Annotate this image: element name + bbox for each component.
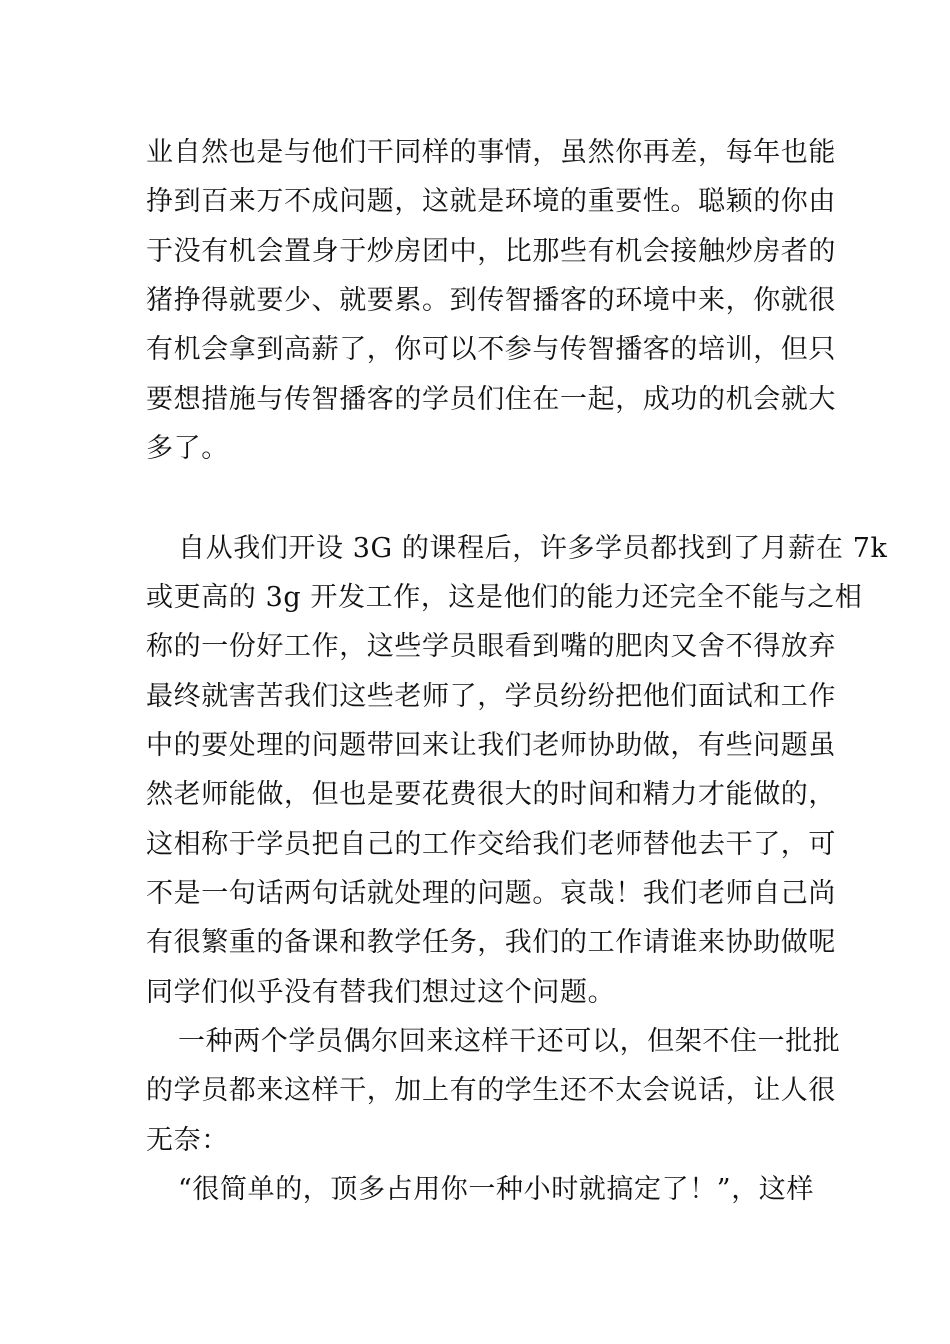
- text-line: 业自然也是与他们干同样的事情，虽然你再差，每年也能: [146, 137, 836, 168]
- text-line: 中的要处理的问题带回来让我们老师协助做，有些问题虽: [146, 730, 836, 761]
- paragraph-first-line: 自从我们开设 3G 的课程后，许多学员都找到了月薪在 7k: [178, 533, 888, 564]
- text-line: 有很繁重的备课和教学任务，我们的工作请谁来协助做呢: [146, 927, 836, 958]
- text-line: 这相称于学员把自己的工作交给我们老师替他去干了，可: [146, 829, 836, 860]
- text-line: 于没有机会置身于炒房团中，比那些有机会接触炒房者的: [146, 236, 836, 267]
- text-line: 多了。: [146, 433, 229, 464]
- text-line: 有机会拿到高薪了，你可以不参与传智播客的培训，但只: [146, 334, 836, 365]
- text-line: 挣到百来万不成问题，这就是环境的重要性。聪颖的你由: [146, 186, 836, 217]
- paragraph-first-line: 一种两个学员偶尔回来这样干还可以，但架不住一批批: [178, 1026, 841, 1057]
- paragraph-first-line: “很简单的，顶多占用你一种小时就搞定了！”，这样: [178, 1174, 815, 1205]
- text-line: 最终就害苦我们这些老师了，学员纷纷把他们面试和工作: [146, 681, 836, 712]
- text-line: 无奈：: [146, 1125, 229, 1156]
- text-line: 要想措施与传智播客的学员们住在一起，成功的机会就大: [146, 384, 836, 415]
- text-line: 或更高的 3g 开发工作，这是他们的能力还完全不能与之相: [146, 582, 863, 613]
- text-line: 称的一份好工作，这些学员眼看到嘴的肥肉又舍不得放弃: [146, 631, 836, 662]
- text-line: 不是一句话两句话就处理的问题。哀哉！我们老师自己尚: [146, 878, 836, 909]
- text-line: 同学们似乎没有替我们想过这个问题。: [146, 977, 616, 1008]
- text-line: 的学员都来这样干，加上有的学生还不太会说话，让人很: [146, 1075, 836, 1106]
- text-line: 猪挣得就要少、就要累。到传智播客的环境中来，你就很: [146, 285, 836, 316]
- text-line: 然老师能做，但也是要花费很大的时间和精力才能做的，: [146, 779, 836, 810]
